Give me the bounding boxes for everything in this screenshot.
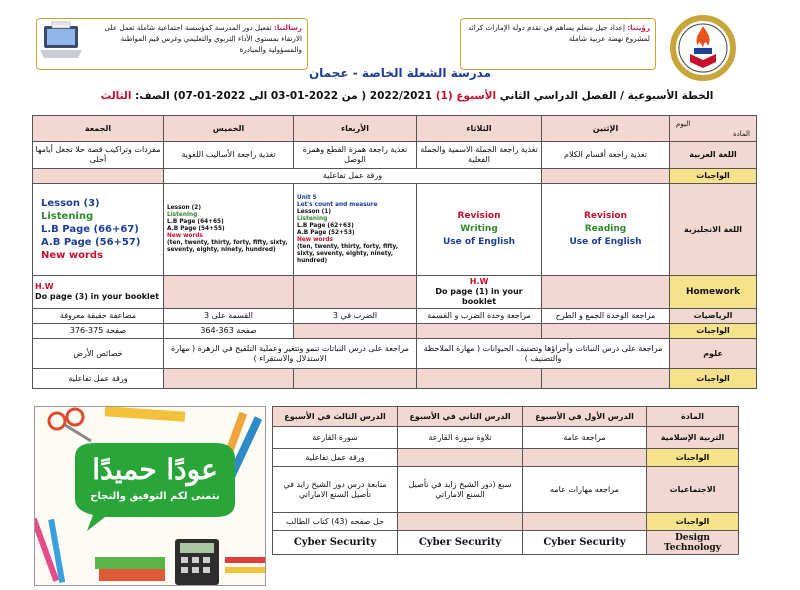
english-hw-tuesday-title: H.W <box>469 277 489 286</box>
arabic-hw: ورقة عمل تفاعلية <box>164 169 542 184</box>
arabic-hw-empty <box>542 169 670 184</box>
welcome-banner <box>34 406 266 586</box>
mission-label: رسالتنا: <box>273 23 302 32</box>
math-row <box>33 309 757 324</box>
english-wednesday <box>294 184 417 276</box>
english-friday <box>33 184 164 276</box>
thu-lesson: Lesson (2) <box>167 205 201 211</box>
plan-grade: الثالث <box>100 90 132 102</box>
day-tuesday: الثلاثاء <box>417 116 542 142</box>
english-monday-line1: Revision <box>583 211 628 221</box>
islamic-hw-empty-2 <box>398 449 523 467</box>
arabic-row <box>33 142 757 169</box>
day-thursday: الخميس <box>164 116 294 142</box>
fri-listening: Listening <box>41 211 94 222</box>
english-monday-line3: Use of English <box>569 237 642 247</box>
science-friday: خصائص الأرض <box>33 339 164 369</box>
vision-label: رؤيتنا: <box>627 23 650 32</box>
english-tuesday-line1: Revision <box>457 211 501 221</box>
english-hw-row <box>33 276 757 309</box>
islamic-lesson-1: مراجعة عامة <box>523 427 647 449</box>
islamic-hw-empty-1 <box>523 449 647 467</box>
arabic-friday: مفردات وتراكيب قصة حلا تجعل أيامها أحلى <box>33 142 164 169</box>
math-hw-row <box>33 324 757 339</box>
day-wednesday: الأربعاء <box>294 116 417 142</box>
english-hw-monday <box>542 276 670 309</box>
lessons-table <box>272 406 739 555</box>
math-hw-thursday: صفحة 363-364 <box>164 324 294 339</box>
math-tuesday: مراجعة وحدة الضرب و القسمة <box>417 309 542 324</box>
design-lesson-1: Cyber Security <box>523 531 647 555</box>
math-hw-tuesday <box>417 324 542 339</box>
islamic-row <box>273 427 739 449</box>
lessons-subject-header: المادة <box>647 407 739 427</box>
lesson-1-header: الدرس الأول في الأسبوع <box>523 407 647 427</box>
english-thursday <box>164 184 294 276</box>
plan-title-part3: 2022/2021 ( من 2022-01-03 الى 2022-01-07) الصف: <box>135 90 433 102</box>
english-hw-label: Homework <box>670 276 757 309</box>
thu-new-words: New words <box>167 233 203 239</box>
science-hw-monday <box>542 369 670 389</box>
fri-lb: L.B Page (66+67) <box>41 224 139 235</box>
english-hw-friday <box>33 276 164 309</box>
lessons-header-row <box>273 407 739 427</box>
math-hw-monday <box>542 324 670 339</box>
english-hw-tuesday-text: Do page (1) in your booklet <box>435 287 523 306</box>
math-hw-wednesday <box>294 324 417 339</box>
social-lesson-2: سبع (دور الشيخ زايد في تأصيل السنع الاماراتي <box>398 467 523 513</box>
math-hw-friday: صفحة 375-376 <box>33 324 164 339</box>
fri-ab: A.B Page (56+57) <box>41 237 141 248</box>
social-lesson-3: متابعة درس دور الشيخ زايد في تأصيل السنع الاماراتي <box>273 467 398 513</box>
weekly-plan-table <box>32 115 757 389</box>
math-thursday: القسمة على 3 <box>164 309 294 324</box>
english-monday <box>542 184 670 276</box>
day-friday: الجمعة <box>33 116 164 142</box>
subject-arabic: اللغة العربية <box>670 142 757 169</box>
science-hw-wednesday <box>294 369 417 389</box>
science-row <box>33 339 757 369</box>
lesson-3-header: الدرس الثالث في الأسبوع <box>273 407 398 427</box>
banner-title: عودًا حميدًا <box>92 453 218 486</box>
wed-listening: Listening <box>297 215 328 222</box>
wed-unit: Unit 5 <box>297 194 317 201</box>
social-lesson-1: مراجعه مهارات عامه <box>523 467 647 513</box>
vision-text: إعداد جيل متعلم يساهم في تقدم دولة الإمارات كرائد لمشروع نهضة عربية شاملة <box>468 23 650 43</box>
arabic-thursday: تغذية راجعة الأساليب اللغوية <box>164 142 294 169</box>
english-row <box>33 184 757 276</box>
wed-ab: A.B Page (52+53) <box>297 229 355 236</box>
thu-listening: Listening <box>167 212 198 218</box>
english-hw-wednesday <box>294 276 417 309</box>
wed-lb: L.B Page (62+63) <box>297 222 354 229</box>
corner-day: اليوم <box>676 119 691 128</box>
social-hw-empty-2 <box>398 513 523 531</box>
school-logo-icon <box>664 12 742 82</box>
wed-new-words: New words <box>297 236 333 243</box>
subject-science: علوم <box>670 339 757 369</box>
plan-title <box>62 90 752 102</box>
day-monday: الإثنين <box>542 116 670 142</box>
mission-text: تفعيل دور المدرسة كمؤسسة اجتماعية شاملة تعمل على الارتقاء بمستوى الأداء التربوي والتعليمي وغرس قيم المواطنة والمسؤولية والمبادرة <box>104 23 302 54</box>
wed-words: (ten, twenty, thirty, forty, fifty, sixty, seventy, eighty, ninety, hundred) <box>297 243 399 264</box>
islamic-lesson-3: سورة القارعة <box>273 427 398 449</box>
science-wed-thu: مراجعة على درس النباتات تنمو وتتغير وعملية التلقيح في الزهرة ( مهارة الاستدلال والاستقراء ) <box>164 339 417 369</box>
social-hw: حل صفحه (43) كتاب الطالب <box>273 513 398 531</box>
vision-box <box>460 18 656 70</box>
math-friday: مضاعفة حقيقة معروفة <box>33 309 164 324</box>
wed-title: Let's count and measure <box>297 201 378 208</box>
english-hw-tuesday <box>417 276 542 309</box>
plan-week: الأسبوع (1) <box>435 90 497 102</box>
plan-title-part1: الخطة الأسبوعية / الفصل الدراسي الثاني <box>499 90 714 102</box>
corner-cell <box>670 116 757 142</box>
fri-new-words: New words <box>41 250 104 261</box>
science-hw-thursday <box>164 369 294 389</box>
days-header-row <box>33 116 757 142</box>
english-tuesday-line2: Writing <box>460 224 498 234</box>
arabic-wednesday: تغذية راجعة همزة القطع وهمزة الوصل <box>294 142 417 169</box>
math-wednesday: الضرب في 3 <box>294 309 417 324</box>
laptop-icon <box>38 20 84 64</box>
english-tuesday-line3: Use of English <box>442 237 516 247</box>
subject-math: الرياضيات <box>670 309 757 324</box>
thu-words: (ten, twenty, thirty, forty, fifty, sixty, seventy, eighty, ninety, hundred) <box>167 240 288 253</box>
subject-english: اللغة الانجليزية <box>670 184 757 276</box>
arabic-hw-row <box>33 169 757 184</box>
corner-subject: المادة <box>732 129 750 138</box>
social-row <box>273 467 739 513</box>
math-monday: مراجعة الوحدة الجمع و الطرح <box>542 309 670 324</box>
english-tuesday <box>417 184 542 276</box>
banner-subtitle: نتمنى لكم التوفيق والنجاح <box>90 491 220 502</box>
social-hw-label: الواجبات <box>647 513 739 531</box>
design-lesson-3: Cyber Security <box>273 531 398 555</box>
science-hw-tuesday <box>417 369 542 389</box>
science-hw-friday: ورقة عمل تفاعلية <box>33 369 164 389</box>
science-mon-tue: مراجعة على درس النباتات وأجزاؤها وتصنيف الحيوانات ( مهارة الملاحظة والتصنيف ) <box>417 339 670 369</box>
subject-social: الاجتماعيات <box>647 467 739 513</box>
arabic-tuesday: تغذية راجعة الجملة الاسمية والجملة الفعلية <box>417 142 542 169</box>
social-hw-empty-1 <box>523 513 647 531</box>
arabic-hw-label: الواجبات <box>670 169 757 184</box>
arabic-monday: تغذية راجعة أقسام الكلام <box>542 142 670 169</box>
islamic-hw-label: الواجبات <box>647 449 739 467</box>
english-monday-line2: Reading <box>584 224 627 234</box>
math-hw-label: الواجبات <box>670 324 757 339</box>
design-lesson-2: Cyber Security <box>398 531 523 555</box>
english-hw-thursday <box>164 276 294 309</box>
fri-lesson: Lesson (3) <box>41 198 100 209</box>
school-name: مدرسة الشعلة الخاصة - عجمان <box>308 66 492 80</box>
science-hw-row <box>33 369 757 389</box>
islamic-lesson-2: تلاوة سورة القارعة <box>398 427 523 449</box>
design-row <box>273 531 739 555</box>
arabic-hw-empty-2 <box>33 169 164 184</box>
subject-design: Design Technology <box>647 531 739 555</box>
subject-islamic: التربية الإسلامية <box>647 427 739 449</box>
islamic-hw-row <box>273 449 739 467</box>
islamic-hw: ورقة عمل تفاعلية <box>273 449 398 467</box>
thu-lb: L.B Page (64+65) <box>167 219 224 225</box>
science-hw-label: الواجبات <box>670 369 757 389</box>
thu-ab: A.B Page (54+55) <box>167 226 225 232</box>
social-hw-row <box>273 513 739 531</box>
lesson-2-header: الدرس الثاني في الأسبوع <box>398 407 523 427</box>
english-hw-friday-text: Do page (3) in your booklet <box>35 292 160 301</box>
wed-lesson: Lesson (1) <box>297 208 331 215</box>
english-hw-friday-title: H.W <box>35 282 54 291</box>
